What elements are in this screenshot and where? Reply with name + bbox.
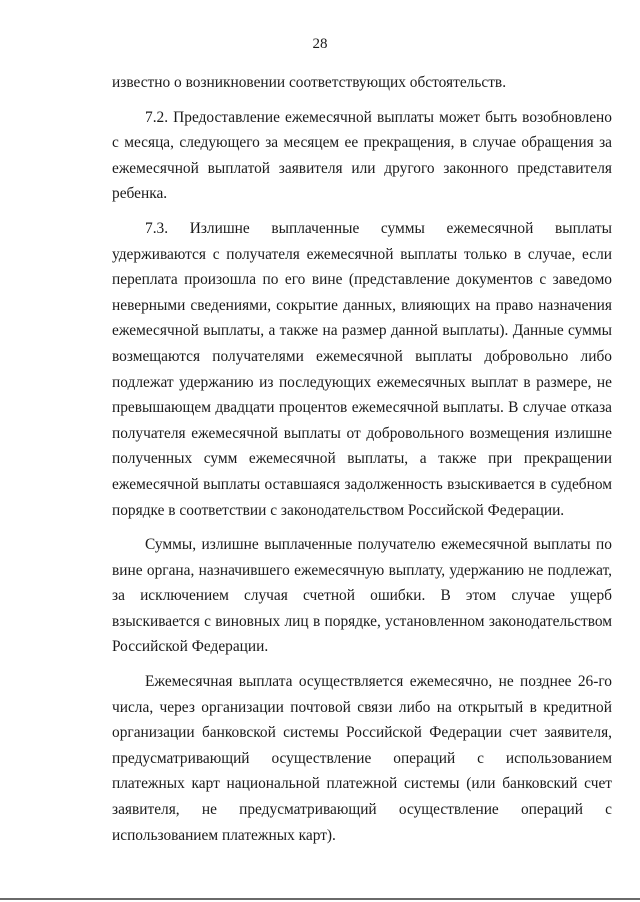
paragraph-payment-schedule: Ежемесячная выплата осуществляется ежемесячно, не позднее 26-го числа, через организации почтовой связи либо на открытый в кредитной организации банковской системы Российской Федерации счет заявителя, предусматривающий осуществление операций с использованием платежных карт национальной платежной системы (или банковский счет заявителя, не предусматривающий осуществление операций с использованием платежных карт).: [112, 673, 612, 844]
paragraph-continuation: известно о возникновении соответствующих обстоятельств.: [112, 74, 507, 91]
page-number: 28: [312, 36, 328, 52]
scan-edge-divider: [0, 898, 640, 900]
paragraph-overpayment-agency-error: Суммы, излишне выплаченные получателю ежемесячной выплаты по вине органа, назначившего ежемесячную выплату, удержанию не подлежат, за исключением случая счетной ошибки. В этом случае ущерб взыскивается с виновных лиц в порядке, установленном законодательством Российской Федерации.: [112, 536, 612, 656]
document-body: [112, 70, 612, 848]
paragraph-7-2: 7.2. Предоставление ежемесячной выплаты может быть возобновлено с месяца, следующего за месяцем ее прекращения, в случае обращения за ежемесячной выплатой заявителя или другого законного представителя ребенка.: [112, 108, 612, 203]
paragraph-7-3: 7.3. Излишне выплаченные суммы ежемесячной выплаты удерживаются с получателя ежемесячной выплаты только в случае, если переплата произошла по его вине (представление документов с заведомо неверными сведениями, сокрытие данных, влияющих на право назначения ежемесячной выплаты, а также на размер данной выплаты). Данные суммы возмещаются получателями ежемесячной выплаты добровольно либо подлежат удержанию из последующих ежемесячных выплат в размере, не превышающем двадцати процентов ежемесячной выплаты. В случае отказа получателя ежемесячной выплаты от добровольного возмещения излишне полученных сумм ежемесячной выплаты, а также при прекращении ежемесячной выплаты оставшаяся задолженность взыскивается в судебном порядке в соответствии с законодательством Российской Федерации.: [112, 219, 612, 519]
